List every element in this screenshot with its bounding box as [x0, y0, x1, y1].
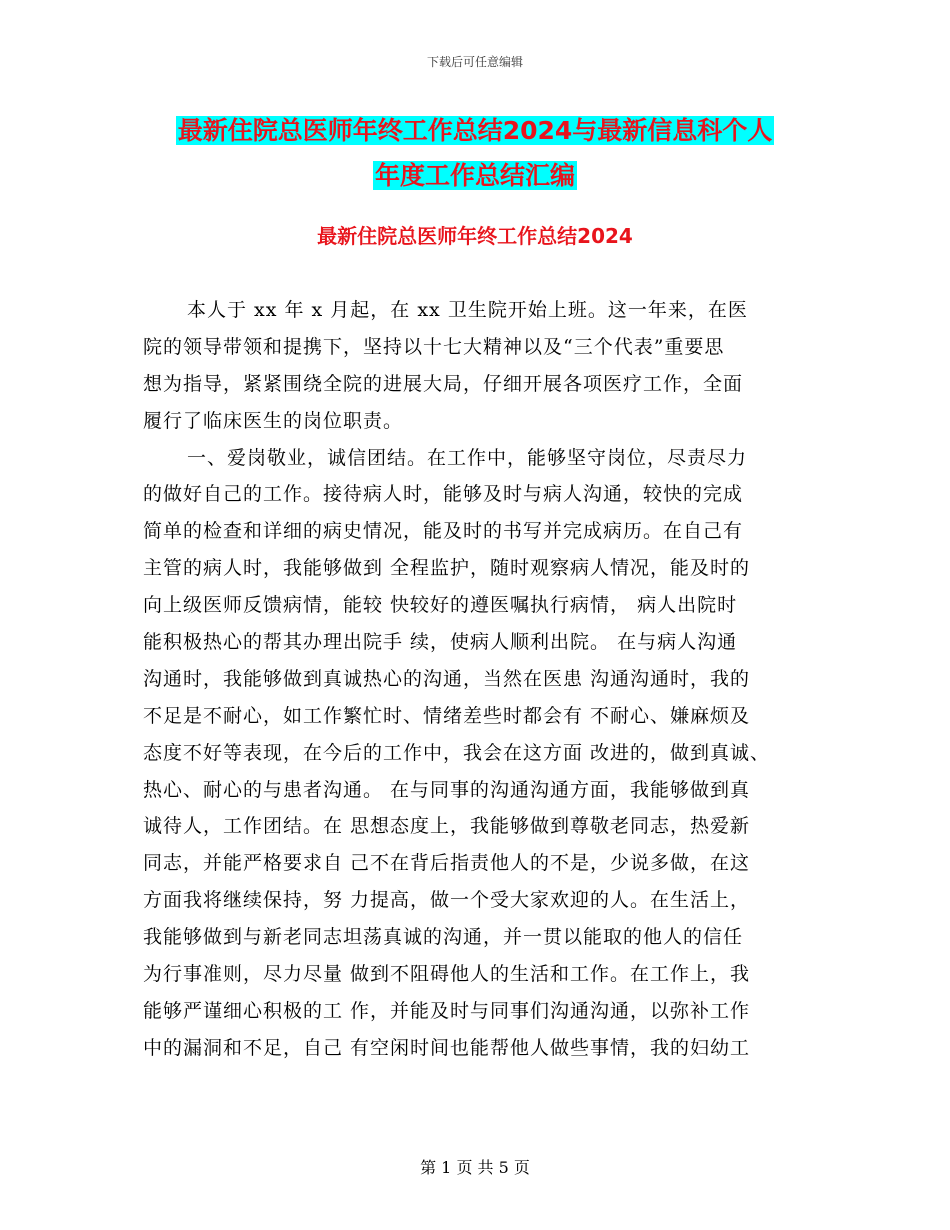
body-line: 我能够做到与新老同志坦荡真诚的沟通，并一贯以能取的他人的信任 — [143, 926, 744, 949]
body-line: 中的漏洞和不足，自己 有空闲时间也能帮他人做些事情，我的妇幼工 — [143, 1036, 751, 1059]
body-line: 本人于 xx 年 x 月起，在 xx 卫生院开始上班。这一年来，在医 — [187, 299, 748, 321]
body-line: 想为指导，紧紧围绕全院的进展大局，仔细开展各项医疗工作，全面 — [143, 372, 744, 395]
body-line: 主管的病人时，我能够做到 全程监护，随时观察病人情况，能及时的 — [143, 557, 751, 580]
body-line: 向上级医师反馈病情，能较 快较好的遵医嘱执行病情， 病人出院时 — [143, 594, 738, 617]
page-footer: 第 1 页 共 5 页 — [420, 1158, 530, 1177]
body-line: 一、爱岗敬业，诚信团结。在工作中，能够坚守岗位，尽责尽力 — [187, 446, 748, 469]
page-header: 下载后可任意编辑 — [426, 55, 523, 69]
body-line: 同志，并能严格要求自 己不在背后指责他人的不是，少说多做，在这 — [143, 852, 751, 875]
section-title: 最新住院总医师年终工作总结2024 — [317, 224, 633, 248]
body-line: 能积极热心的帮其办理出院手 续，使病人顺利出院。 在与病人沟通 — [143, 631, 738, 654]
document-title-line-2: 年度工作总结汇编 — [374, 161, 575, 190]
body-line: 简单的检查和详细的病史情况，能及时的书写并完成病历。在自己有 — [143, 520, 744, 543]
body-line: 能够严谨细心积极的工 作，并能及时与同事们沟通沟通，以弥补工作 — [143, 999, 751, 1022]
body-line: 方面我将继续保持，努 力提高，做一个受大家欢迎的人。在生活上， — [143, 889, 751, 912]
body-line: 热心、耐心的与患者沟通。 在与同事的沟通沟通方面，我能够做到真 — [143, 778, 751, 801]
document-title — [0, 108, 950, 198]
body-line: 为行事准则，尽力尽量 做到不阻碍他人的生活和工作。在工作上，我 — [143, 963, 751, 986]
body-line: 沟通时，我能够做到真诚热心的沟通，当然在医患 沟通沟通时，我的 — [143, 667, 751, 690]
body-line: 态度不好等表现，在今后的工作中，我会在这方面 改进的，做到真诚、 — [143, 741, 771, 764]
body-line: 不足是不耐心，如工作繁忙时、情绪差些时都会有 不耐心、嫌麻烦及 — [143, 704, 751, 727]
body-line: 诚待人，工作团结。在 思想态度上，我能够做到尊敬老同志，热爱新 — [143, 815, 751, 838]
body-line: 院的领导带领和提携下，坚持以十七大精神以及“三个代表”重要思 — [143, 335, 725, 358]
body-text — [143, 292, 811, 1067]
body-line: 履行了临床医生的岗位职责。 — [143, 409, 404, 432]
document-title-line-1: 最新住院总医师年终工作总结2024与最新信息科个人 — [177, 116, 773, 145]
body-line: 的做好自己的工作。接待病人时，能够及时与病人沟通，较快的完成 — [143, 483, 744, 506]
